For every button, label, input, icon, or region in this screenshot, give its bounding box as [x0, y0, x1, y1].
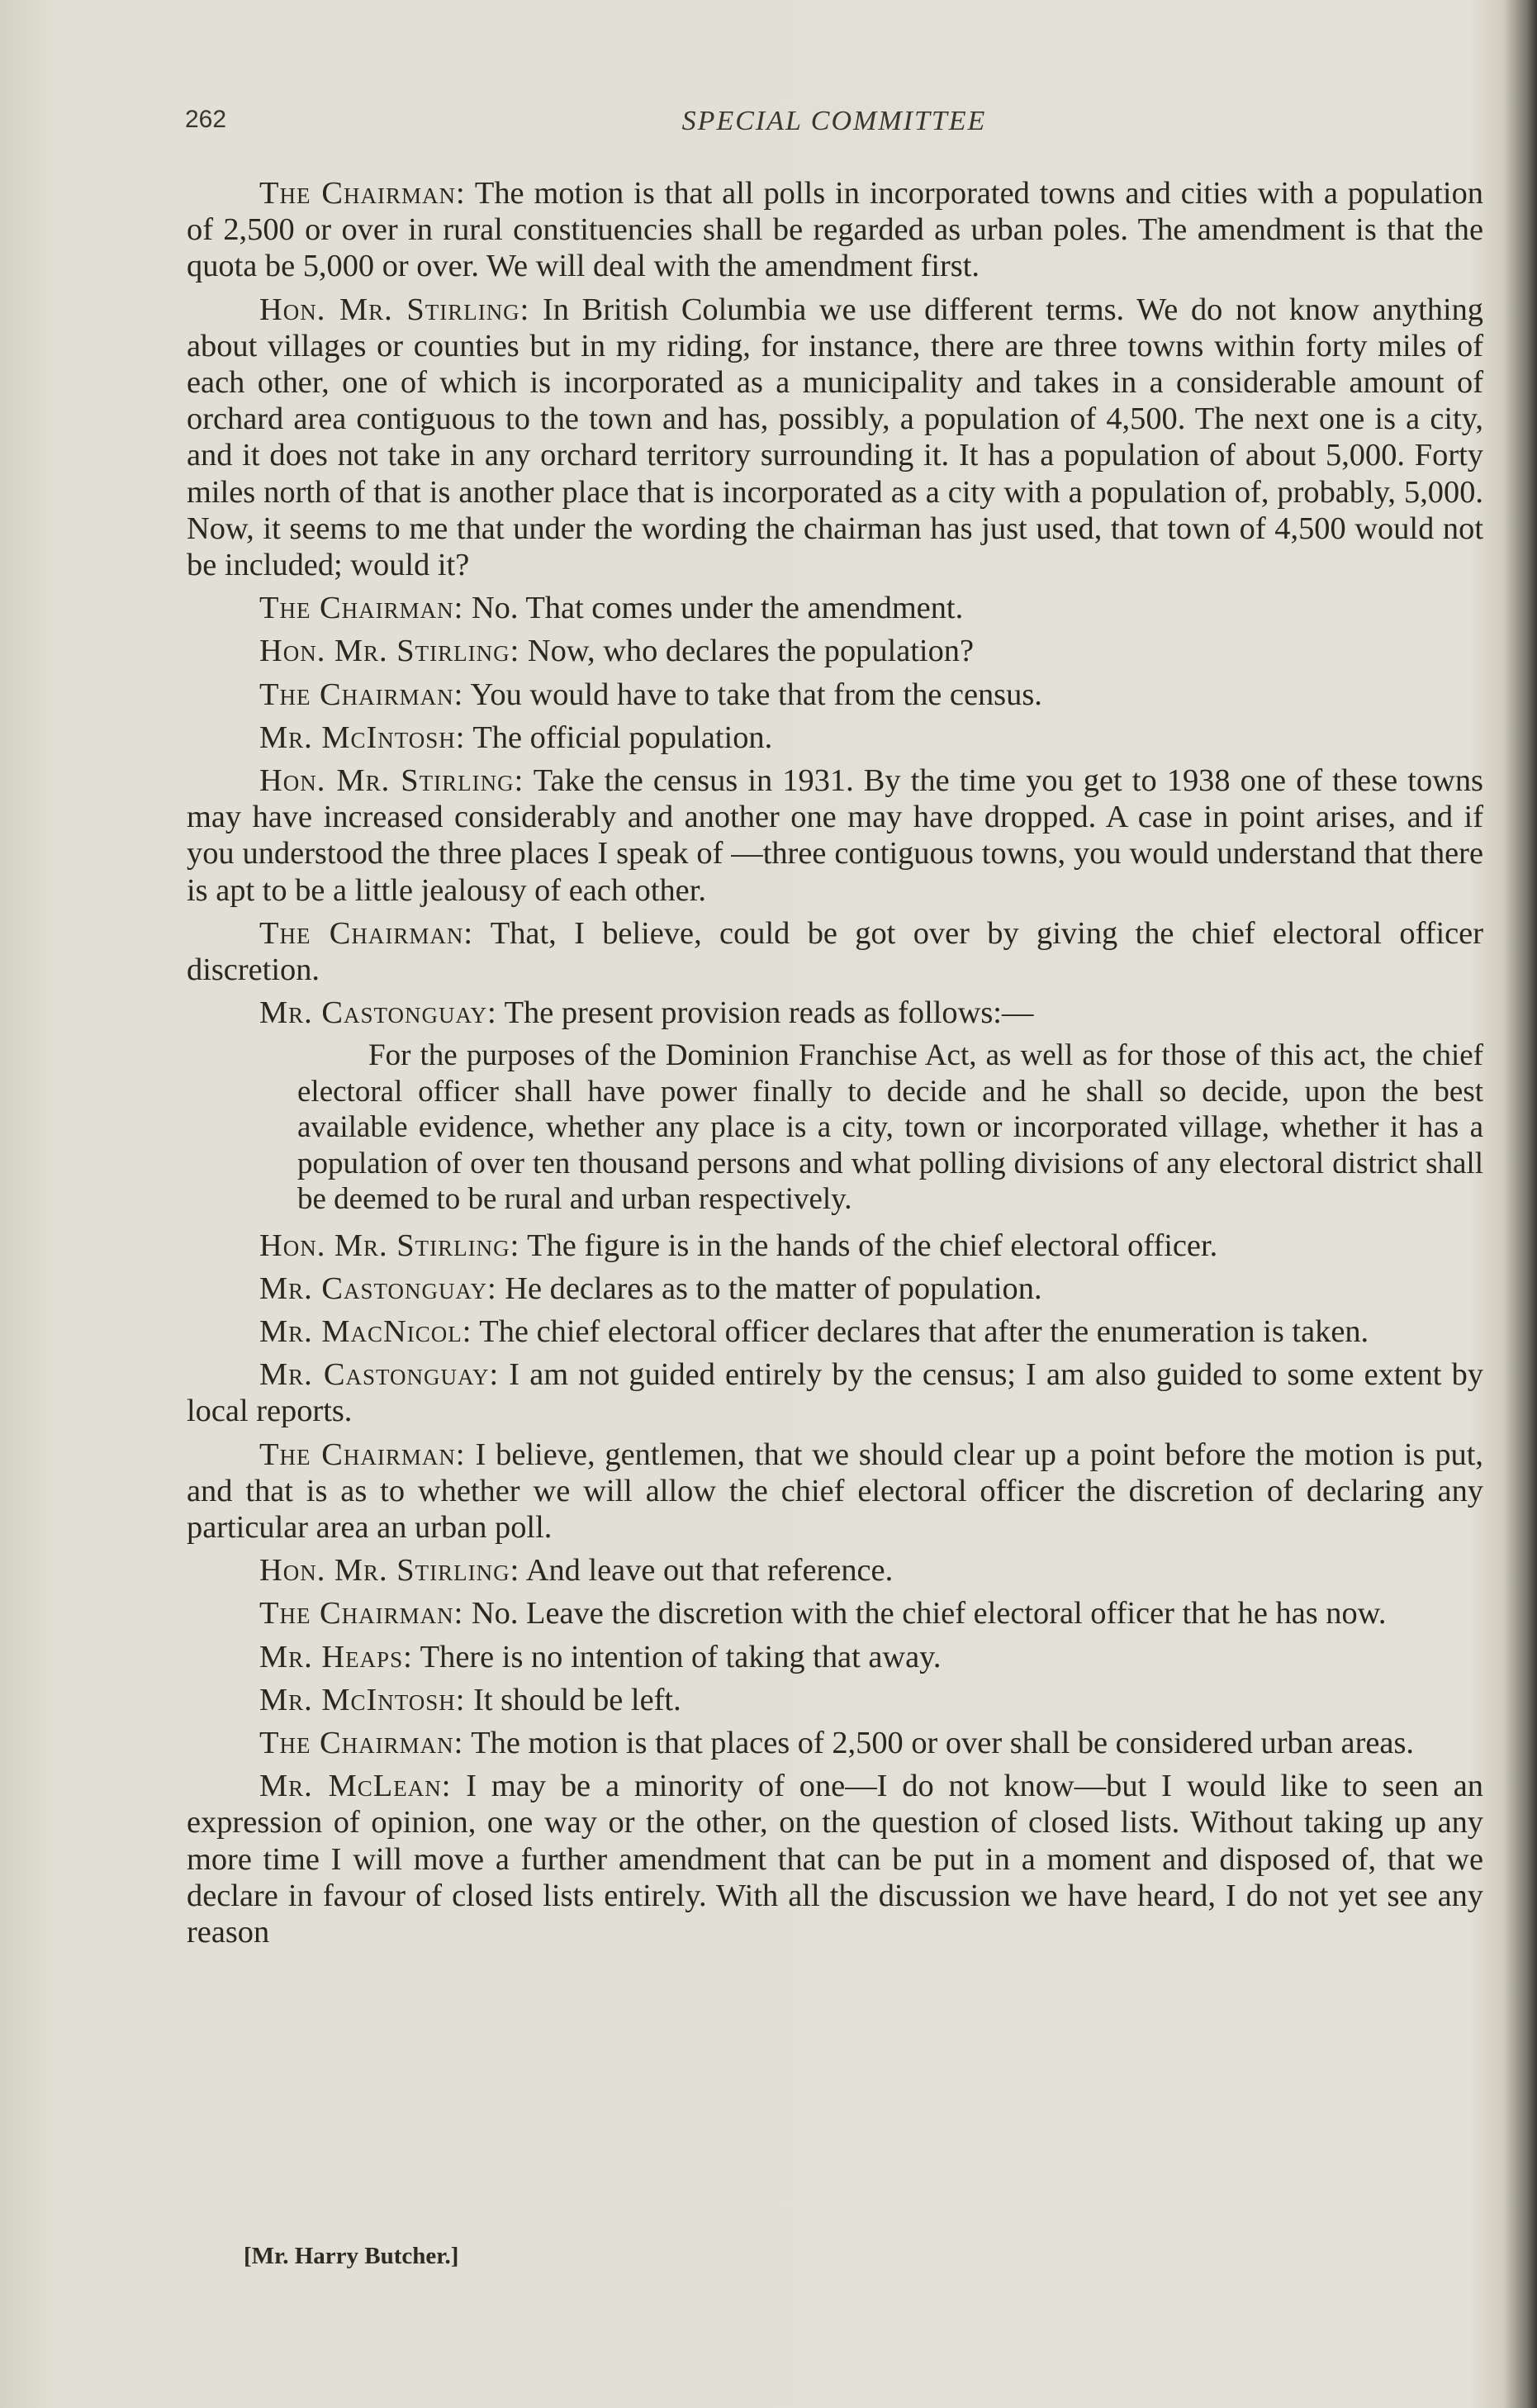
speaker-name: Mr. MacNicol: [259, 1313, 472, 1349]
speaker-name: Mr. Castonguay: [259, 995, 497, 1031]
transcript-body [187, 175, 1483, 1957]
speaker-name: Hon. Mr. Stirling: [259, 763, 524, 799]
speech-text: I may be a minority of one—I do not know—but I would like to seen an expression of opinion, one way or the other, on the question of closed lists. Without taking up any more time I will move a further amendment that can be put in a moment and disposed of, that we declare in favour of closed lists entirely. With all the discussion we have heard, I do not yet see any reason [187, 1769, 1483, 1950]
paragraph [187, 915, 1483, 988]
speech-text: I believe, gentlemen, that we should clear up a point before the motion is put, and that is as to whether we will allow the chief electoral officer the discretion of declaring any particular area an urban poll. [187, 1437, 1483, 1545]
speaker-name: The Chairman: [259, 1596, 464, 1631]
speech-text: In British Columbia we use different terms. We do not know anything about villages or counties but in my riding, for instance, there are three towns within forty miles of each other, one of which is incorporated as a municipality and takes in a considerable amount of orchard area contiguous to the town and has, possibly, a population of 4,500. The next one is a city, and it does not take in any orchard territory surrounding it. It has a population of about 5,000. Forty miles north of that is another place that is incorporated as a city with a population of, probably, 5,000. Now, it seems to me that under the wording the chairman has just used, that town of 4,500 would not be included; would it? [187, 292, 1483, 583]
speaker-name: Hon. Mr. Stirling: [259, 292, 530, 327]
paragraph [187, 1768, 1483, 1950]
speaker-name: The Chairman: [259, 677, 464, 712]
paragraph [187, 995, 1483, 1031]
speech-text: The official population. [472, 720, 773, 755]
speech-text: You would have to take that from the census. [470, 677, 1042, 712]
speaker-name: Mr. McLean: [259, 1769, 452, 1804]
speech-text: He declares as to the matter of population. [505, 1270, 1042, 1306]
paragraph [187, 1595, 1483, 1631]
speaker-name: The Chairman: [259, 591, 464, 626]
paragraph [187, 1270, 1483, 1307]
running-title: SPECIAL COMMITTEE [681, 106, 987, 136]
speaker-name: The Chairman: [259, 1725, 464, 1760]
speaker-name: The Chairman: [259, 176, 466, 211]
speech-text: Take the census in 1931. By the time you get to 1938 one of these towns may have increased considerably and another one may have dropped. A case in point arises, and if you understood the three places I speak of —three contiguous towns, you would understand that there is apt to be a little jealousy of each other. [187, 763, 1484, 908]
speaker-name: Mr. Heaps: [259, 1639, 413, 1674]
footer-speaker-note: [Mr. Harry Butcher.] [244, 2243, 459, 2269]
speaker-name: Hon. Mr. Stirling: [259, 1228, 520, 1263]
paragraph [187, 720, 1483, 756]
page-number: 262 [185, 106, 227, 133]
paragraph [187, 590, 1483, 626]
speaker-name: Mr. McIntosh: [259, 720, 466, 755]
speaker-name: Mr. Castonguay: [259, 1357, 500, 1393]
speaker-name: The Chairman: [259, 1437, 466, 1472]
paragraph [187, 1682, 1483, 1718]
speech-text: That, I believe, could be got over by giving the chief electoral officer discretion. [187, 915, 1483, 988]
speaker-name: The Chairman: [259, 915, 474, 951]
speech-text: The figure is in the hands of the chief electoral officer. [527, 1228, 1218, 1263]
paragraph [187, 762, 1483, 909]
speaker-name: Hon. Mr. Stirling: [259, 634, 520, 669]
paragraph [187, 1552, 1483, 1589]
speech-text: No. That comes under the amendment. [471, 591, 964, 626]
paragraph [187, 292, 1483, 584]
paragraph [187, 1437, 1483, 1546]
speech-text: The motion is that all polls in incorporated towns and cities with a population of 2,500 or over in rural constituencies shall be regarded as urban poles. The amendment is that the quota be 5,000 or over. We will deal with the amendment first. [187, 176, 1483, 284]
speech-text: I am not guided entirely by the census; I am also guided to some extent by local reports. [187, 1357, 1483, 1429]
speech-text: No. Leave the discretion with the chief electoral officer that he has now. [471, 1596, 1387, 1631]
paragraph [187, 1725, 1483, 1761]
paragraph [187, 175, 1483, 285]
paragraph [187, 1356, 1483, 1429]
block-quote: For the purposes of the Dominion Franchise Act, as well as for those of this act, the chief electoral officer shall have power finally to decide and he shall so decide, upon the best available evidence, whether any place is a city, town or incorporated village, whether it has a population of over ten thousand persons and what polling divisions of any electoral district shall be deemed to be rural and urban respectively. [297, 1038, 1483, 1217]
speech-text: The chief electoral officer declares that after the enumeration is taken. [479, 1313, 1369, 1349]
speaker-name: Hon. Mr. Stirling: [259, 1553, 520, 1589]
speaker-name: Mr. McIntosh: [259, 1682, 466, 1717]
speech-text: The present provision reads as follows:— [504, 995, 1034, 1031]
paragraph [187, 677, 1483, 713]
paragraph [187, 1228, 1483, 1264]
speech-text: There is no intention of taking that away. [420, 1639, 942, 1674]
paragraph [187, 633, 1483, 669]
speaker-name: Mr. Castonguay: [259, 1270, 497, 1306]
paragraph [187, 1639, 1483, 1675]
speech-text: And leave out that reference. [525, 1553, 894, 1589]
speech-text: Now, who declares the population? [527, 634, 975, 669]
speech-text: It should be left. [473, 1682, 681, 1717]
page-header [185, 106, 1483, 147]
paragraph [187, 1313, 1483, 1350]
speech-text: The motion is that places of 2,500 or over shall be considered urban areas. [471, 1725, 1414, 1760]
